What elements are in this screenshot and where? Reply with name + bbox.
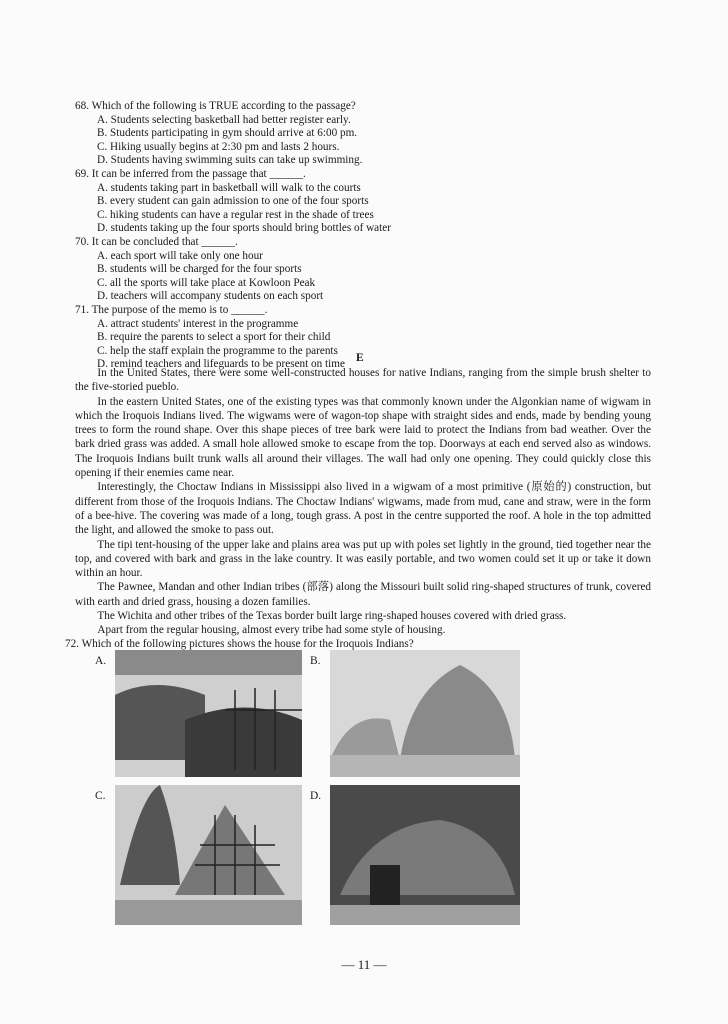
paragraph: Apart from the regular housing, almost every tribe had some style of housing. [97,624,446,637]
picture-b-grass-house-photo [330,650,520,777]
picture-a-wigwam-illustration [115,650,302,777]
option: C. hiking students can have a regular rest in the shade of trees [97,208,374,221]
question-69: 69. It can be inferred from the passage that ______. [75,167,306,180]
option: C. all the sports will take place at Kowloon Peak [97,276,316,289]
option: C. help the staff explain the programme to the parents [97,344,338,357]
paragraph: Interestingly, the Choctaw Indians in Mississippi also lived in a wigwam of a most primitive (原始的) construction, but different from those of the Iroquois Indians. The Choctaw Indians' wigwams, made from mud, cane and straw, were in the form of a bee-hive. The covering was made of a long, tough grass. A post in the centre supported the roof. A hole in the top admitted the light, and allowed the smoke to pass out. [75,481,651,537]
option: B. students will be charged for the four sports [97,263,302,276]
question-70: 70. It can be concluded that ______. [75,235,238,248]
option: C. Hiking usually begins at 2:30 pm and lasts 2 hours. [97,140,340,153]
option: D. students taking up the four sports should bring bottles of water [97,222,391,235]
option: A. attract students' interest in the programme [97,317,299,330]
option: B. Students participating in gym should arrive at 6:00 pm. [97,127,358,140]
question-72: 72. Which of the following pictures shows the house for the Iroquois Indians? [65,637,414,650]
paragraph: In the United States, there were some well-constructed houses for native Indians, ranging from the simple brush shelter to the five-storied pueblo. [75,367,651,394]
picture-d-thatched-hut-photo [330,785,520,925]
question-71: 71. The purpose of the memo is to ______. [75,303,268,316]
option: D. remind teachers and lifeguards to be present on time [97,358,345,371]
option: B. every student can gain admission to one of the four sports [97,195,369,208]
paragraph: The Pawnee, Mandan and other Indian tribes (部落) along the Missouri built solid ring-shaped structures of trunk, covered with earth and dried grass, housing a dozen families. [75,581,651,608]
option: A. students taking part in basketball will walk to the courts [97,181,361,194]
paragraph: In the eastern United States, one of the existing types was that commonly known under the Algonkian name of wigwam in which the Iroquois Indians lived. The wigwams were of wagon-top shape with straight sides and ends, made by bending young trees to form the round shape. Over this shape pieces of tree bark were laid to protect the Indians from bad weather. Over the bark dried grass was added. A small hole allowed smoke to escape from the top. Doorways at each end served also as windows. The Iroquois Indians built trunk walls all around their villages. The wall had only one opening. They could quickly close this opening if their enemies came near. [75,395,651,480]
paragraph: The Wichita and other tribes of the Texas border built large ring-shaped houses covered with dried grass. [97,610,567,623]
option: A. Students selecting basketball had better register early. [97,113,351,126]
option: B. require the parents to select a sport for their child [97,331,331,344]
picture-label-a: A. [95,655,107,667]
option: D. teachers will accompany students on each sport [97,290,324,303]
picture-label-c: C. [95,790,106,802]
option: D. Students having swimming suits can take up swimming. [97,154,363,167]
picture-label-b: B. [310,655,321,667]
passage [65,366,651,651]
picture-c-frame-house-illustration [115,785,302,925]
page-number: — 11 — [341,957,387,972]
question-block [75,100,391,372]
question-68: 68. Which of the following is TRUE according to the passage? [75,100,356,112]
picture-label-d: D. [310,790,322,802]
option: A. each sport will take only one hour [97,249,263,262]
section-heading: E [356,352,364,364]
paragraph: The tipi tent-housing of the upper lake and plains area was put up with poles set lightly in the ground, tied together near the top, and covered with bark and grass in the lake country. It was easily portable, and two women could set it up or take it down within an hour. [75,538,651,580]
